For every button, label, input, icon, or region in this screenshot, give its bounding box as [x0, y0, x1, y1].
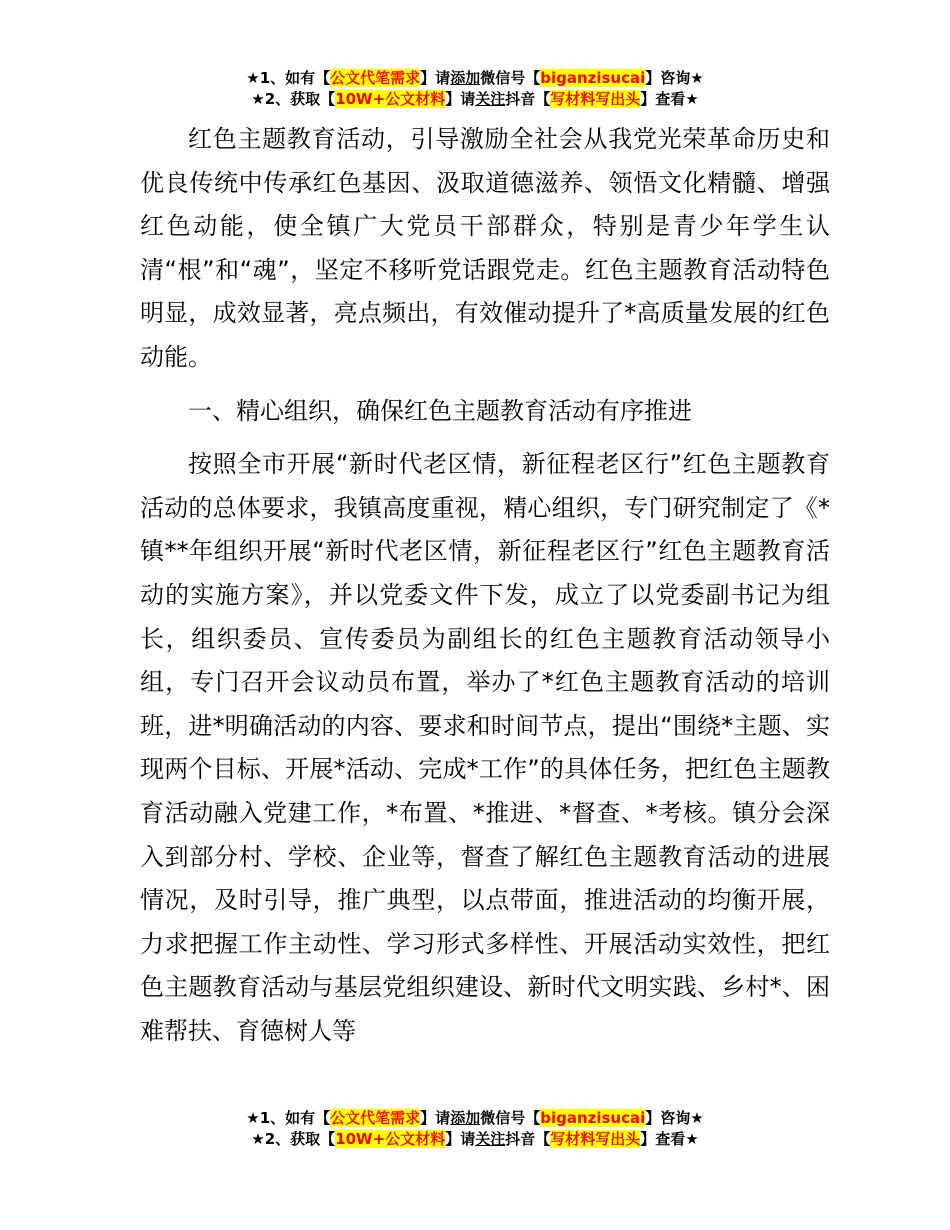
banner-text: 】查看★: [640, 1130, 699, 1148]
banner-line-1: [0, 68, 950, 89]
highlight-text: 公文代笔需求: [330, 69, 421, 87]
underlined-text: 添加: [450, 1109, 481, 1127]
footer-banner: [0, 1108, 950, 1150]
banner-text: ★1、如有【: [246, 69, 331, 87]
banner-text: ★1、如有【: [246, 1109, 331, 1127]
banner-text: 微信号【: [480, 69, 541, 87]
banner-line-2: [0, 1129, 950, 1150]
banner-text: 抖音【: [505, 90, 551, 108]
banner-text: 抖音【: [505, 1130, 551, 1148]
highlight-text: 10W+公文材料: [335, 90, 446, 108]
underlined-text: 关注: [475, 1130, 506, 1148]
header-banner: [0, 68, 950, 110]
document-body: [140, 118, 830, 1063]
banner-text: 】请: [420, 69, 451, 87]
banner-text: 微信号【: [480, 1109, 541, 1127]
banner-text: 】咨询★: [645, 69, 704, 87]
highlight-text: 公文代笔需求: [330, 1109, 421, 1127]
banner-text: ★2、获取【: [251, 90, 336, 108]
highlight-text: 写材料写出头: [550, 1130, 641, 1148]
banner-text: 】请: [445, 90, 476, 108]
highlight-text: 10W+公文材料: [335, 1130, 446, 1148]
banner-text: ★2、获取【: [251, 1130, 336, 1148]
banner-text: 】咨询★: [645, 1109, 704, 1127]
banner-text: 】请: [420, 1109, 451, 1127]
underlined-text: 关注: [475, 90, 506, 108]
paragraph-body: 按照全市开展“新时代老区情，新征程老区行”红色主题教育活动的总体要求，我镇高度重视，精心组织，专门研究制定了《*镇**年组织开展“新时代老区情，新征程老区行”红色主题教育活动的实施方案》，并以党委文件下发，成立了以党委副书记为组长，组织委员、宣传委员为副组长的红色主题教育活动领导小组，专门召开会议动员布置，举办了*红色主题教育活动的培训班，进*明确活动的内容、要求和时间节点，提出“围绕*主题、实现两个目标、开展*活动、完成*工作”的具体任务，把红色主题教育活动融入党建工作，*布置、*推进、*督查、*考核。镇分会深入到部分村、学校、企业等，督查了解红色主题教育活动的进展情况，及时引导，推广典型，以点带面，推进活动的均衡开展，力求把握工作主动性、学习形式多样性、开展活动实效性，把红色主题教育活动与基层党组织建设、新时代文明实践、乡村*、困难帮扶、育德树人等: [140, 450, 830, 1045]
banner-text: 】请: [445, 1130, 476, 1148]
paragraph-intro: 红色主题教育活动，引导激励全社会从我党光荣革命历史和优良传统中传承红色基因、汲取道德滋养、领悟文化精髓、增强红色动能，使全镇广大党员干部群众，特别是青少年学生认清“根”和“魂”，坚定不移听党话跟党走。红色主题教育活动特色明显，成效显著，亮点频出，有效催动提升了*高质量发展的红色动能。: [140, 125, 830, 371]
highlight-text: biganzisucai: [540, 1109, 646, 1127]
highlight-text: biganzisucai: [540, 69, 646, 87]
section-heading: 一、精心组织，确保红色主题教育活动有序推进: [188, 396, 692, 425]
banner-line-1: [0, 1108, 950, 1129]
banner-text: 】查看★: [640, 90, 699, 108]
underlined-text: 添加: [450, 69, 481, 87]
banner-line-2: [0, 89, 950, 110]
highlight-text: 写材料写出头: [550, 90, 641, 108]
